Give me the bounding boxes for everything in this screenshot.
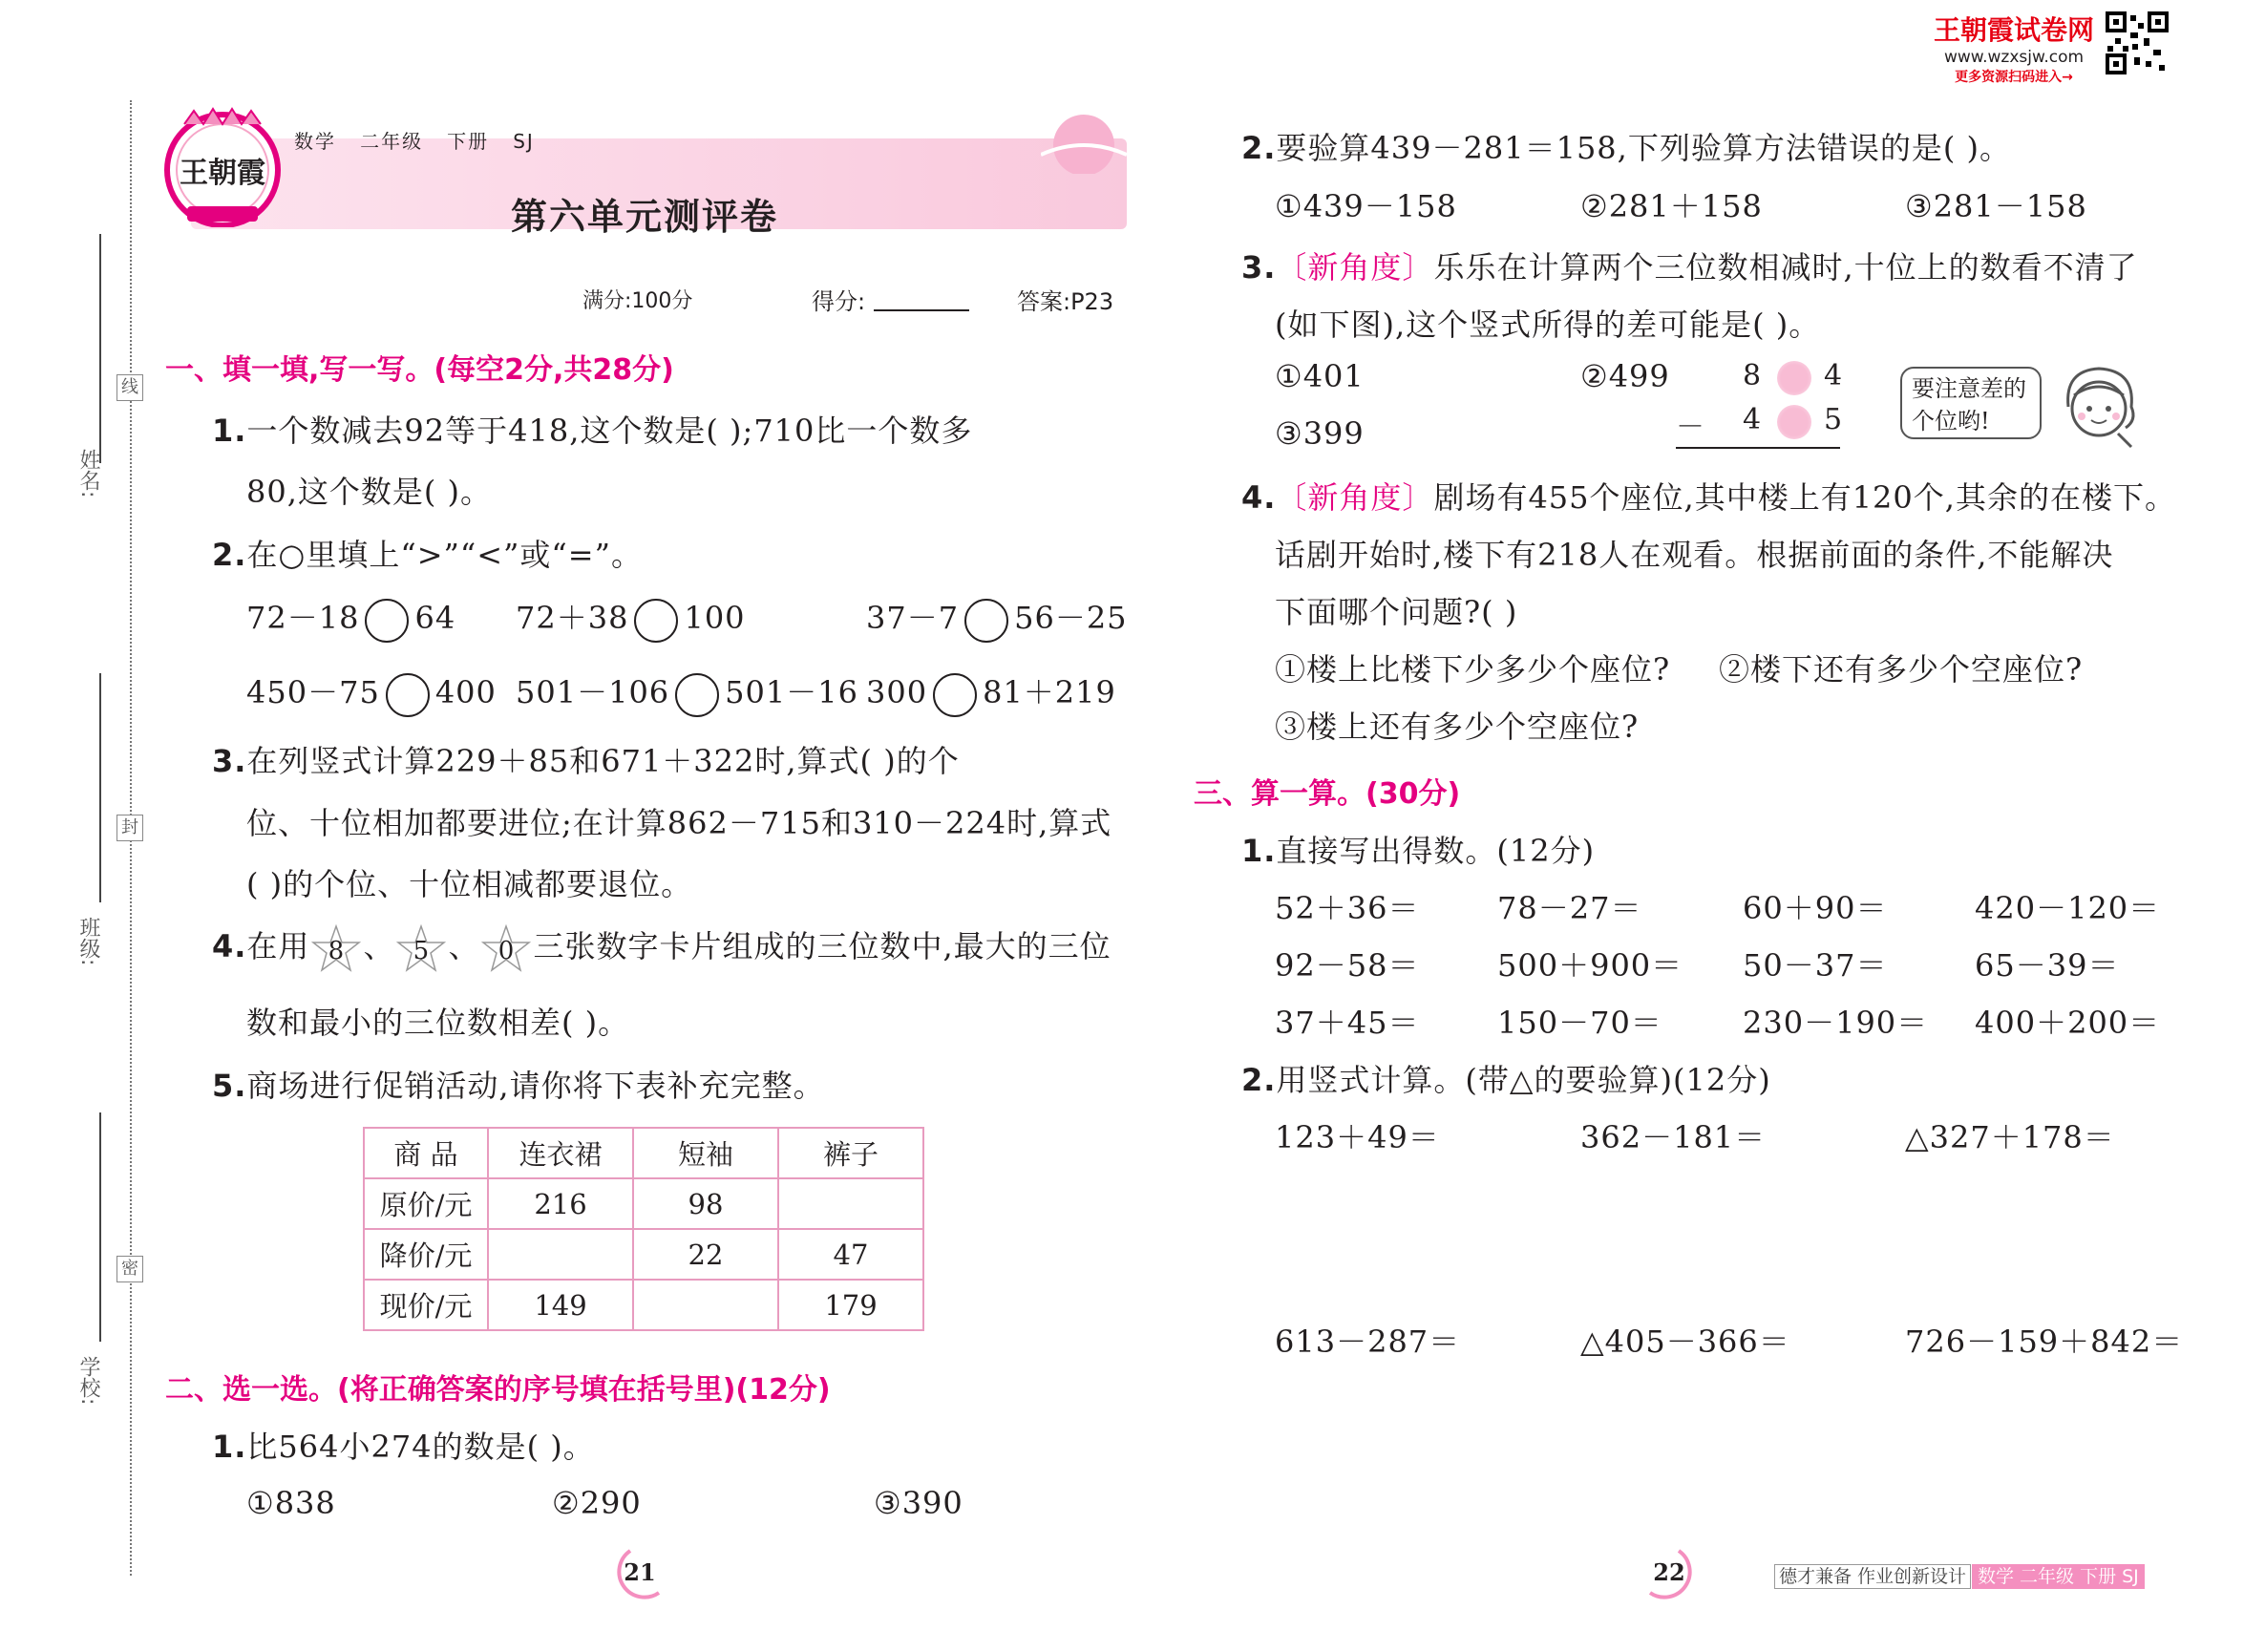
s2-q1-line <box>212 1423 595 1467</box>
page-number-left <box>611 1545 668 1602</box>
s1-q5-text: 商场进行促销活动,请你将下表补充完整。 <box>246 1068 825 1104</box>
binding-density-char: 密 <box>116 1256 143 1282</box>
table-row-label: 原价/元 <box>364 1178 488 1229</box>
s1-q4-pre: 在用 <box>246 928 310 964</box>
bubble-line-2: 个位哟! <box>1912 408 1990 434</box>
vertical-calc-item[interactable]: 362－181＝ <box>1580 1119 1767 1155</box>
table-row <box>364 1229 923 1280</box>
website-title: 王朝霞试卷网 <box>1934 14 2095 46</box>
number-card-8: 8 <box>328 936 346 965</box>
s2-q1-option-1[interactable]: ①838 <box>246 1485 336 1521</box>
table-cell: 216 <box>488 1178 633 1229</box>
card-separator: 、 <box>448 928 480 964</box>
s1-q3-line2: 位、十位相加都要进位;在计算862－715和310－224时,算式 <box>246 805 1112 841</box>
table-cell: 22 <box>633 1229 778 1280</box>
class-underline <box>99 673 101 902</box>
s2-q3-line1 <box>1241 244 2138 287</box>
s2-q4-option-3[interactable]: ③楼上还有多少个空座位? <box>1275 709 1640 745</box>
number-card-star <box>396 924 446 974</box>
compare-circle[interactable] <box>386 673 430 717</box>
s2-q2-text: 要验算439－281＝158,下列验算方法错误的是( )。 <box>1276 130 2011 166</box>
oral-calc-item[interactable]: 400＋200＝ <box>1975 1005 2161 1041</box>
vs-line <box>1676 447 1840 449</box>
compare-item-3 <box>866 594 1128 643</box>
s1-q5-num: 5. <box>212 1068 247 1104</box>
table-header-cell: 商 品 <box>364 1128 488 1178</box>
bubble-line-1: 要注意差的 <box>1912 375 2026 402</box>
compare-left: 72＋38 <box>516 600 629 636</box>
s3-q1-num: 1. <box>1241 833 1277 869</box>
s1-q3-text1: 在列竖式计算229＋85和671＋322时,算式( )的个 <box>246 743 960 779</box>
table-header-cell: 短袖 <box>633 1128 778 1178</box>
s2-q2-option-3[interactable]: ③281－158 <box>1905 188 2087 224</box>
header-sun-decoration <box>1041 107 1127 178</box>
s3-q1-text: 直接写出得数。(12分) <box>1276 833 1596 869</box>
vs-bottom-ones: 5 <box>1824 403 1843 436</box>
number-card-star <box>311 924 361 974</box>
name-label: 姓名: <box>76 449 100 498</box>
oral-calc-item[interactable]: 50－37＝ <box>1743 947 1888 984</box>
compare-left: 300 <box>866 674 928 710</box>
answer-ref: 答案:P23 <box>1017 288 1114 315</box>
compare-circle[interactable] <box>675 673 719 717</box>
compare-circle[interactable] <box>933 673 977 717</box>
binding-seal-char: 封 <box>116 815 143 841</box>
website-url: www.wzxsjw.com <box>1943 48 2085 67</box>
card-separator: 、 <box>363 928 395 964</box>
section1-title: 一、填一填,写一写。(每空2分,共28分) <box>165 353 674 387</box>
school-underline <box>99 1112 101 1342</box>
compare-circle[interactable] <box>365 599 409 643</box>
s2-q1-option-2[interactable]: ②290 <box>552 1485 642 1521</box>
compare-item-6 <box>866 668 1116 717</box>
number-card-5: 5 <box>413 936 431 965</box>
table-cell: 47 <box>778 1229 923 1280</box>
s1-q1-line1 <box>212 407 972 451</box>
s1-q1-num: 1. <box>212 413 247 449</box>
vertical-calc-item[interactable]: △405－366＝ <box>1580 1324 1790 1360</box>
s1-q2-line <box>212 531 643 575</box>
oral-calc-item[interactable]: 500＋900＝ <box>1497 947 1683 984</box>
vs-top-ones: 4 <box>1824 359 1843 392</box>
s2-q4-line3: 下面哪个问题?( ) <box>1275 594 1518 630</box>
s2-q1-option-3[interactable]: ③390 <box>874 1485 963 1521</box>
compare-item-2 <box>516 594 746 643</box>
s2-q4-line2: 话剧开始时,楼下有218人在观看。根据前面的条件,不能解决 <box>1275 537 2114 573</box>
vs-bottom-hundreds: 4 <box>1743 403 1762 436</box>
s2-q2-line <box>1241 124 2011 168</box>
compare-left: 37－7 <box>866 600 960 636</box>
table-row <box>364 1178 923 1229</box>
s1-q4-post: 三张数字卡片组成的三位数中,最大的三位 <box>533 928 1111 964</box>
s1-q4-line2: 数和最小的三位数相差( )。 <box>246 1005 630 1041</box>
smudge-icon <box>1777 361 1811 395</box>
s2-q3-num: 3. <box>1241 249 1277 286</box>
compare-item-5 <box>516 668 858 717</box>
s2-q3-option-2[interactable]: ②499 <box>1580 358 1670 394</box>
full-score: 满分:100分 <box>582 289 693 313</box>
compare-left: 450－75 <box>246 674 380 710</box>
oral-calc-item[interactable]: 230－190＝ <box>1743 1005 1929 1041</box>
s1-q2-num: 2. <box>212 537 247 573</box>
header-grade: 二年级 <box>360 130 424 153</box>
oral-calc-item[interactable]: 65－39＝ <box>1975 947 2120 984</box>
website-banner <box>1934 10 2094 86</box>
s1-q4-num: 4. <box>212 928 247 964</box>
s2-q3-text1: 乐乐在计算两个三位数相减时,十位上的数看不清了 <box>1433 249 2138 286</box>
s2-q4-num: 4. <box>1241 479 1277 516</box>
compare-right: 81＋219 <box>983 674 1116 710</box>
s2-q4-text1: 剧场有455个座位,其中楼上有120个,其余的在楼下。 <box>1433 479 2176 516</box>
compare-right: 400 <box>434 674 497 710</box>
oral-calc-item[interactable]: 78－27＝ <box>1497 890 1642 926</box>
header-volume: 下册 <box>447 130 490 153</box>
s1-q2-text: 在○里填上“>”“<”或“=”。 <box>246 537 643 573</box>
score-label: 得分: <box>812 288 866 315</box>
s1-q3-line1 <box>212 737 960 781</box>
compare-right: 56－25 <box>1014 600 1128 636</box>
table-cell: 179 <box>778 1280 923 1330</box>
header-subject: 数学 <box>294 130 336 153</box>
s2-q3-option-3[interactable]: ③399 <box>1275 415 1365 452</box>
score-blank[interactable] <box>874 309 969 311</box>
logo-text: 王朝霞 <box>180 157 265 190</box>
s2-q1-num: 1. <box>212 1429 247 1465</box>
table-cell-blank[interactable] <box>633 1280 778 1330</box>
vs-top-hundreds: 8 <box>1743 359 1762 392</box>
s3-q2-text: 用竖式计算。(带△的要验算)(12分) <box>1276 1062 1771 1098</box>
qr-code-icon <box>2106 11 2169 74</box>
number-card-0: 0 <box>497 936 516 965</box>
price-table <box>363 1127 924 1331</box>
table-row <box>364 1280 923 1330</box>
table-cell: 98 <box>633 1178 778 1229</box>
s1-q4-line1 <box>212 922 1111 974</box>
s3-q2-line <box>1241 1056 1771 1100</box>
vertical-calc-item[interactable]: 613－287＝ <box>1275 1324 1461 1360</box>
compare-circle[interactable] <box>964 599 1008 643</box>
girl-cartoon-icon <box>2051 361 2147 452</box>
website-slogan: 更多资源扫码进入→ <box>1955 70 2073 85</box>
header-edition: SJ <box>513 130 535 153</box>
s2-q1-text: 比564小274的数是( )。 <box>246 1429 595 1465</box>
header-meta <box>294 126 535 154</box>
s2-q3-line2: (如下图),这个竖式所得的差可能是( )。 <box>1275 307 1821 343</box>
vertical-subtraction <box>1676 355 1843 451</box>
section2-title: 二、选一选。(将正确答案的序号填在括号里)(12分) <box>165 1373 831 1407</box>
s1-q1-line2: 80,这个数是( )。 <box>246 474 493 510</box>
smudge-icon <box>1777 405 1811 439</box>
oral-calc-item[interactable]: 37＋45＝ <box>1275 1005 1420 1041</box>
vertical-calc-item[interactable]: 726－159＋842＝ <box>1905 1324 2184 1360</box>
s2-q2-option-1[interactable]: ①439－158 <box>1275 188 1457 224</box>
table-cell-blank[interactable] <box>488 1229 633 1280</box>
vertical-calc-item[interactable]: △327＋178＝ <box>1905 1119 2115 1155</box>
school-label: 学校: <box>76 1356 100 1406</box>
number-card-star <box>481 924 531 974</box>
oral-calc-item[interactable]: 92－58＝ <box>1275 947 1420 984</box>
s2-q4-option-1[interactable]: ①楼上比楼下少多少个座位? <box>1275 651 1671 688</box>
vs-operator: － <box>1676 411 1704 444</box>
compare-item-4 <box>246 668 497 717</box>
s2-q3-option-1[interactable]: ①401 <box>1275 358 1365 394</box>
oral-calc-item[interactable]: 420－120＝ <box>1975 890 2161 926</box>
compare-right: 64 <box>414 600 456 636</box>
name-underline <box>99 234 101 463</box>
page-number-left-text: 21 <box>624 1558 656 1586</box>
footer-badge: 数学 二年级 下册 SJ <box>1972 1564 2145 1589</box>
oral-calc-item[interactable]: 60＋90＝ <box>1743 890 1888 926</box>
compare-left: 72－18 <box>246 600 360 636</box>
compare-right: 100 <box>684 600 746 636</box>
s1-q3-num: 3. <box>212 743 247 779</box>
s2-q4-option-2[interactable]: ②楼下还有多少个空座位? <box>1719 651 2084 688</box>
table-row-label: 现价/元 <box>364 1280 488 1330</box>
compare-circle[interactable] <box>634 599 678 643</box>
page-number-right-text: 22 <box>1653 1558 1685 1586</box>
binding-line-char: 线 <box>116 374 143 401</box>
s3-q2-num: 2. <box>1241 1062 1277 1098</box>
vertical-calc-item[interactable]: 123＋49＝ <box>1275 1119 1440 1155</box>
section3-title: 三、算一算。(30分) <box>1194 777 1461 811</box>
footer-series: 德才兼备 作业创新设计 <box>1774 1564 1971 1589</box>
table-row <box>364 1128 923 1178</box>
oral-calc-item[interactable]: 150－70＝ <box>1497 1005 1662 1041</box>
s3-q1-line <box>1241 827 1595 871</box>
s2-q2-num: 2. <box>1241 130 1277 166</box>
oral-calc-item[interactable]: 52＋36＝ <box>1275 890 1420 926</box>
s2-q2-option-2[interactable]: ②281＋158 <box>1580 188 1763 224</box>
table-row-label: 降价/元 <box>364 1229 488 1280</box>
page-title: 第六单元测评卷 <box>511 196 779 238</box>
table-cell-blank[interactable] <box>778 1178 923 1229</box>
s1-q1-text1: 一个数减去92等于418,这个数是( );710比一个数多 <box>246 413 973 449</box>
table-header-cell: 裤子 <box>778 1128 923 1178</box>
s2-q3-tag: 〔新角度〕 <box>1276 249 1434 286</box>
s1-q3-line3: ( )的个位、十位相减都要退位。 <box>246 866 693 902</box>
class-label: 班级: <box>76 917 100 966</box>
page-number-right <box>1641 1545 1698 1602</box>
s2-q4-tag: 〔新角度〕 <box>1276 479 1434 516</box>
s2-q4-line1 <box>1241 474 2176 518</box>
s1-q5-line <box>212 1062 825 1106</box>
table-cell: 149 <box>488 1280 633 1330</box>
compare-right: 501－16 <box>725 674 858 710</box>
logo-badge <box>160 103 285 227</box>
speech-bubble <box>1900 367 2042 439</box>
compare-left: 501－106 <box>516 674 670 710</box>
table-header-cell: 连衣裙 <box>488 1128 633 1178</box>
compare-item-1 <box>246 594 455 643</box>
